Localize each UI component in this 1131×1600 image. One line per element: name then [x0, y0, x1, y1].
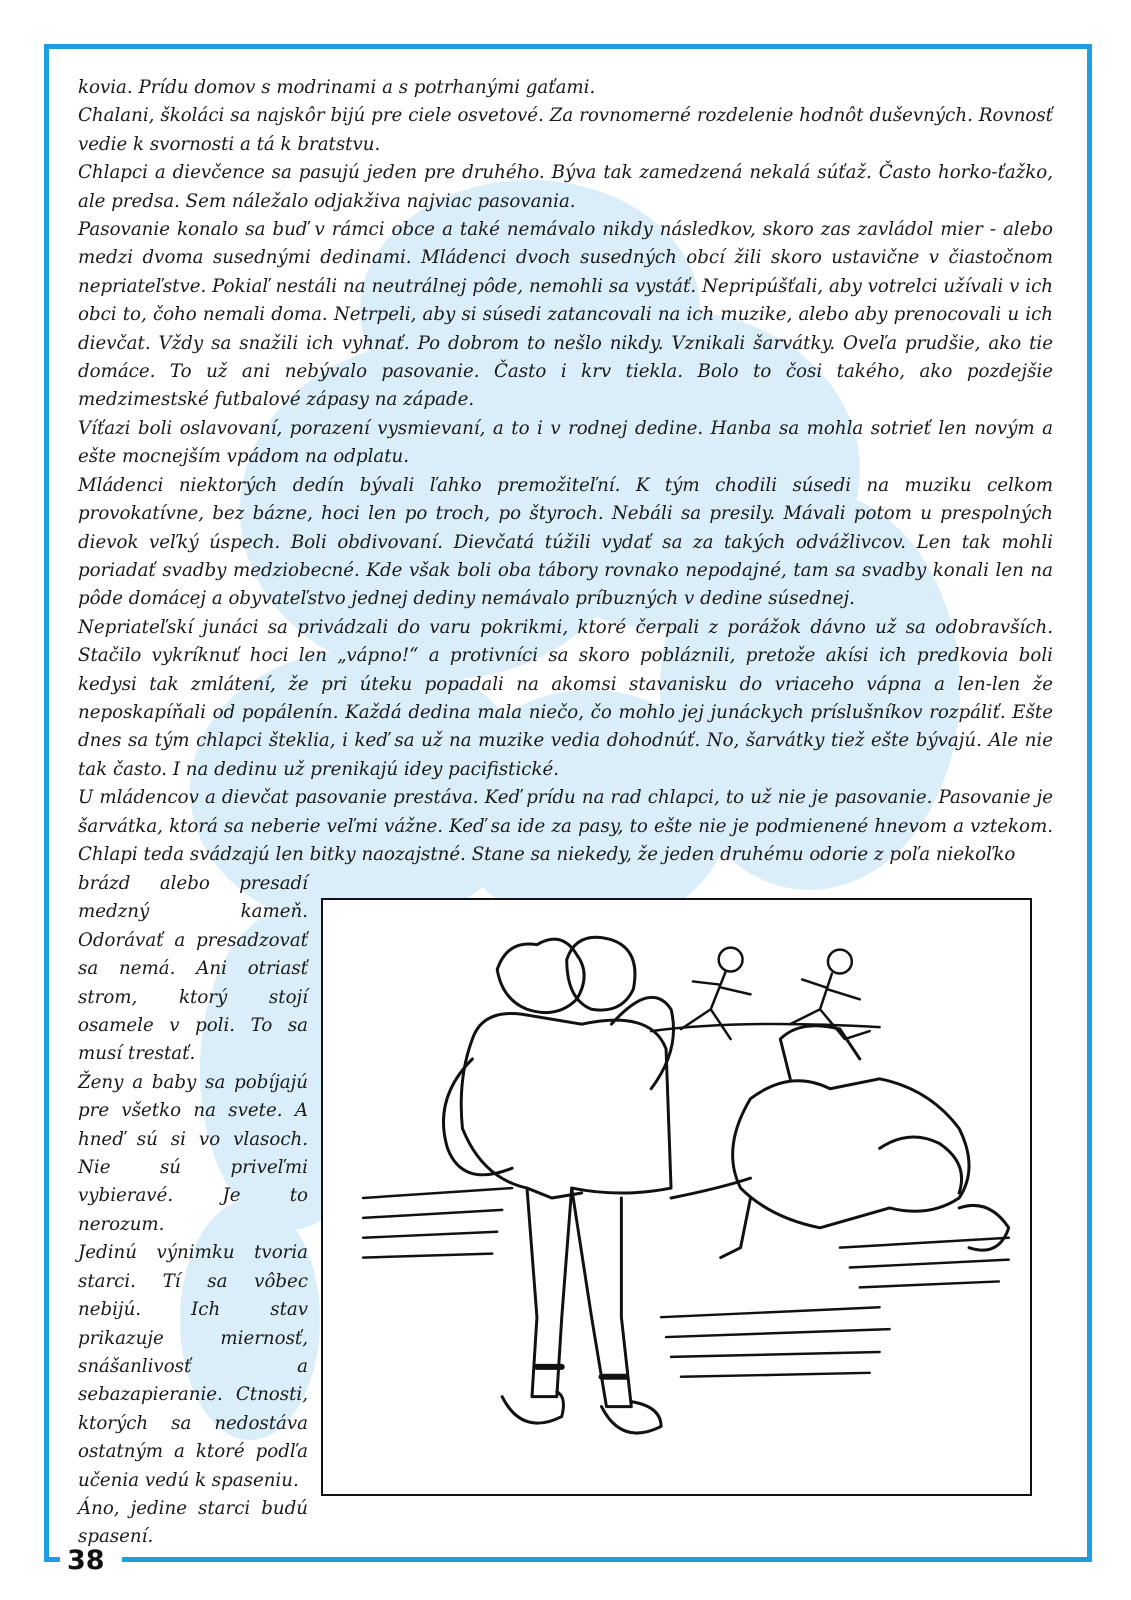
paragraph: Jedinú výnimku tvoria starci. Tí sa vôbec nebijú. Ich stav prikazuje miernosť, snášanlivosť a sebazapieranie. Ctnosti, ktorých sa nedostáva ostatným a ktoré podľa učenia vedú k spaseniu.: [78, 1242, 308, 1491]
paragraph: U mládencov a dievčat pasovanie prestáva. Keď prídu na rad chlapci, to už nie je pasovanie. Pasovanie je šarvátka, ktorá sa neberie veľmi vážne. Keď sa ide za pasy, to ešte nie je podmienené hnevom a vztekom. Chlapi teda svádzajú len bitky naozajstné. Stane sa niekedy, že jeden druhému odorie z poľa niekoľko: [78, 787, 1053, 865]
paragraph: Áno, jedine starci budú spasení.: [78, 1497, 308, 1548]
paragraph: brázd alebo presadí medzný kameň. Odorávať a presadzovať sa nemá. Ani otriasť strom, ktorý stojí osamele v poli. To sa musí trestať.: [78, 873, 308, 1065]
running-figures: [651, 948, 879, 1039]
fighting-boys-illustration: [321, 898, 1032, 1496]
page-number: 38: [67, 1545, 105, 1576]
side-column-text: [78, 870, 308, 1552]
paragraph: Chlapci a dievčence sa pasujú jeden pre druhého. Býva tak zamedzená nekalá súťaž. Často horko-ťažko, ale predsa. Sem náležalo odjakživa najviac pasovania.: [78, 162, 1053, 212]
main-text: [78, 74, 1053, 869]
paragraph: Pasovanie konalo sa buď v rámci obce a také nemávalo nikdy následkov, skoro zas zavládol mier - alebo medzi dvoma susednými dedinami. Mládenci dvoch susedných obcí žili skoro ustavične v čiastočnom nepriateľstve. Pokiaľ nestáli na neutrálnej pôde, nemohli sa vystáť. Nepripúšťali, aby votrelci užívali v ich obci to, čoho nemali doma. Netrpeli, aby si súsedi zatancovali na ich muzike, alebo aby prenocovali u ich dievčat. Vždy sa snažili ich vyhnať. Po dobrom to nešlo nikdy. Vznikali šarvátky. Oveľa prudšie, ako tie domáce. To už ani nebývalo pasovanie. Často i krv tiekla. Bolo to čosi takého, ako pozdejšie medzimestské futbalové zápasy na západe.: [78, 219, 1053, 411]
paragraph: Chalani, školáci sa najskôr bijú pre ciele osvetové. Za rovnomerné rozdelenie hodnôt duševných. Rovnosť vedie k svornosti a tá k bratstvu.: [78, 105, 1053, 155]
ink-drawing: [323, 900, 1030, 1494]
paragraph: kovia. Prídu domov s modrinami a s potrhanými gaťami.: [78, 77, 596, 98]
paragraph: Mládenci niektorých dedín bývali ľahko premožiteľní. K tým chodili súsedi na muziku celkom provokatívne, bez bázne, hoci len po troch, po štyroch. Nebáli sa presily. Mávali potom u prespolných dievok veľký úspech. Boli obdivovaní. Dievčatá túžili vydať sa za takých odvážlivcov. Len tak mohli poriadať svadby medziobecné. Kde však boli oba tábory rovnako nepodajné, tam sa svadby konali len na pôde domácej a obyvateľstvo jednej dediny nemávalo príbuzných v dedine súsednej.: [78, 474, 1053, 610]
grounded-wrestlers: [671, 1026, 1009, 1258]
standing-wrestlers: [443, 937, 673, 1433]
ground-hatching: [363, 1188, 1009, 1377]
paragraph: Víťazi boli oslavovaní, porazení vysmievaní, a to i v rodnej dedine. Hanba sa mohla sotrieť len novým a ešte mocnejším vpádom na odplatu.: [78, 417, 1053, 468]
paragraph: Nepriateľskí junáci sa privádzali do varu pokrikmi, ktoré čerpali z porážok dávno už sa odobravších. Stačilo vykríknuť hoci len „vápno!“ a protivníci sa skoro pobláznili, pretože akísi ich predkovia boli kedysi tak zmlátení, že pri úteku popadali na akomsi stavanisku do vriaceho vápna a len-len že neposkapíňali od popálenín. Každá dedina mala niečo, čo mohlo jej junáckych príslušníkov rozpáliť. Ešte dnes sa tým chlapci šteklia, i keď sa už na muzike vedia dohodnúť. No, šarvátky tiež ešte bývajú. Ale nie tak často. I na dedinu už prenikajú idey pacifistické.: [78, 616, 1053, 780]
paragraph: Ženy a baby sa pobíjajú pre všetko na svete. A hneď sú si vo vlasoch. Nie sú priveľmi vybieravé. Je to nerozum.: [78, 1071, 308, 1235]
